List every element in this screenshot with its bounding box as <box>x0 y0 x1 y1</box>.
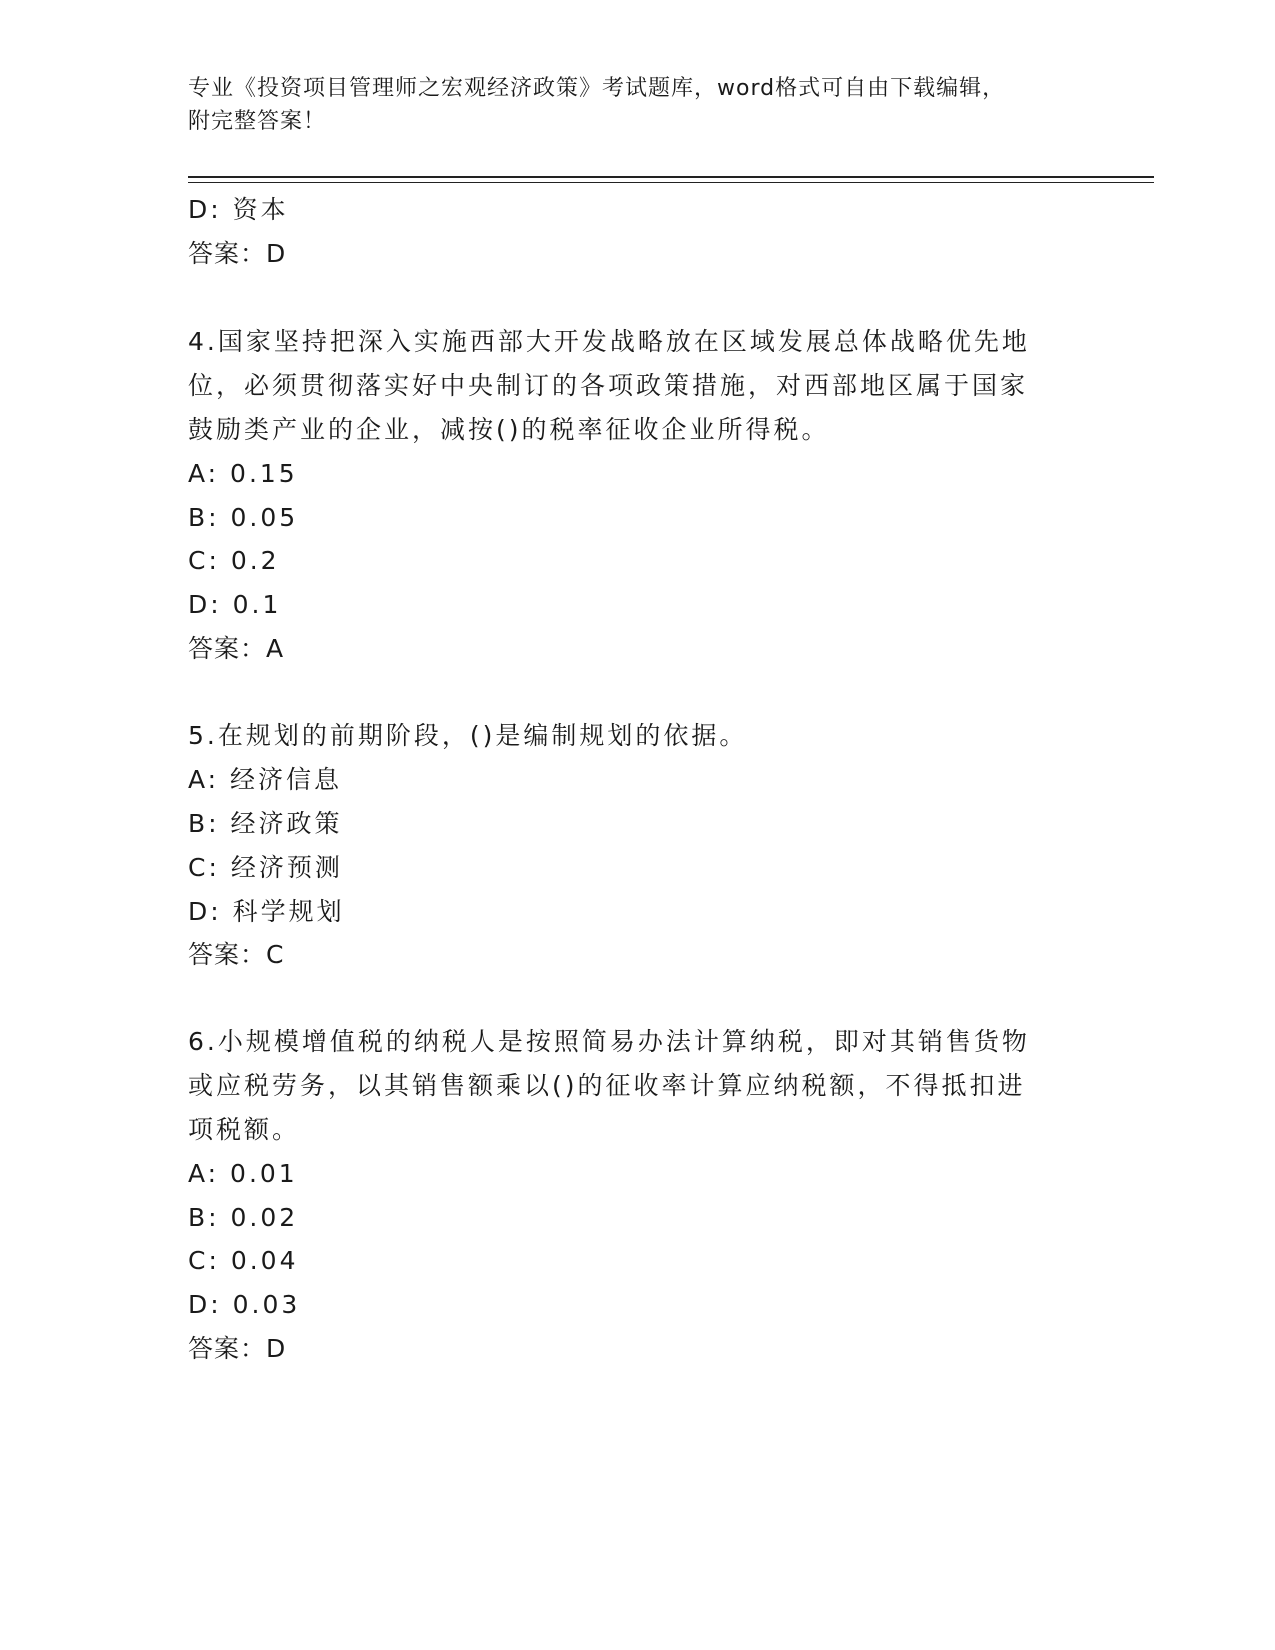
header-line-2: 附完整答案！ <box>188 109 327 134</box>
q5-text-line-1: 5.在规划的前期阶段，()是编制规划的依据。 <box>188 721 748 750</box>
q4-option-b: B: 0.05 <box>188 503 299 532</box>
header-rule-thin <box>188 182 1154 183</box>
q6-option-b: B: 0.02 <box>188 1203 299 1232</box>
q4-option-c: C: 0.2 <box>188 546 280 575</box>
q5-option-a: A: 经济信息 <box>188 765 343 794</box>
q4-answer: 答案：A <box>188 634 285 663</box>
header-rule-thick <box>188 176 1154 178</box>
q6-option-c: C: 0.04 <box>188 1246 299 1275</box>
q6-text-line-1: 6.小规模增值税的纳税人是按照简易办法计算纳税，即对其销售货物 <box>188 1027 1030 1056</box>
header-line-1: 专业《投资项目管理师之宏观经济政策》考试题库，word格式可自由下载编辑， <box>188 76 1006 101</box>
q6-option-a: A: 0.01 <box>188 1159 298 1188</box>
q6-option-d: D: 0.03 <box>188 1290 301 1319</box>
q4-option-d: D: 0.1 <box>188 590 282 619</box>
q5-option-c: C: 经济预测 <box>188 853 343 882</box>
q4-option-a: A: 0.15 <box>188 459 298 488</box>
q4-text-line-1: 4.国家坚持把深入实施西部大开发战略放在区域发展总体战略优先地 <box>188 327 1030 356</box>
q3-answer: 答案：D <box>188 239 287 268</box>
q6-text-line-3: 项税额。 <box>188 1115 301 1144</box>
q5-answer: 答案：C <box>188 940 285 969</box>
q4-text-line-3: 鼓励类产业的企业，减按()的税率征收企业所得税。 <box>188 415 830 444</box>
q6-text-line-2: 或应税劳务，以其销售额乘以()的征收率计算应纳税额，不得抵扣进 <box>188 1071 1026 1100</box>
document-header <box>188 72 1068 138</box>
q5-option-b: B: 经济政策 <box>188 809 343 838</box>
q5-option-d: D: 科学规划 <box>188 897 345 926</box>
q4-text-line-2: 位，必须贯彻落实好中央制订的各项政策措施，对西部地区属于国家 <box>188 371 1029 400</box>
q6-answer: 答案：D <box>188 1334 287 1363</box>
q3-option-d: D: 资本 <box>188 195 289 224</box>
